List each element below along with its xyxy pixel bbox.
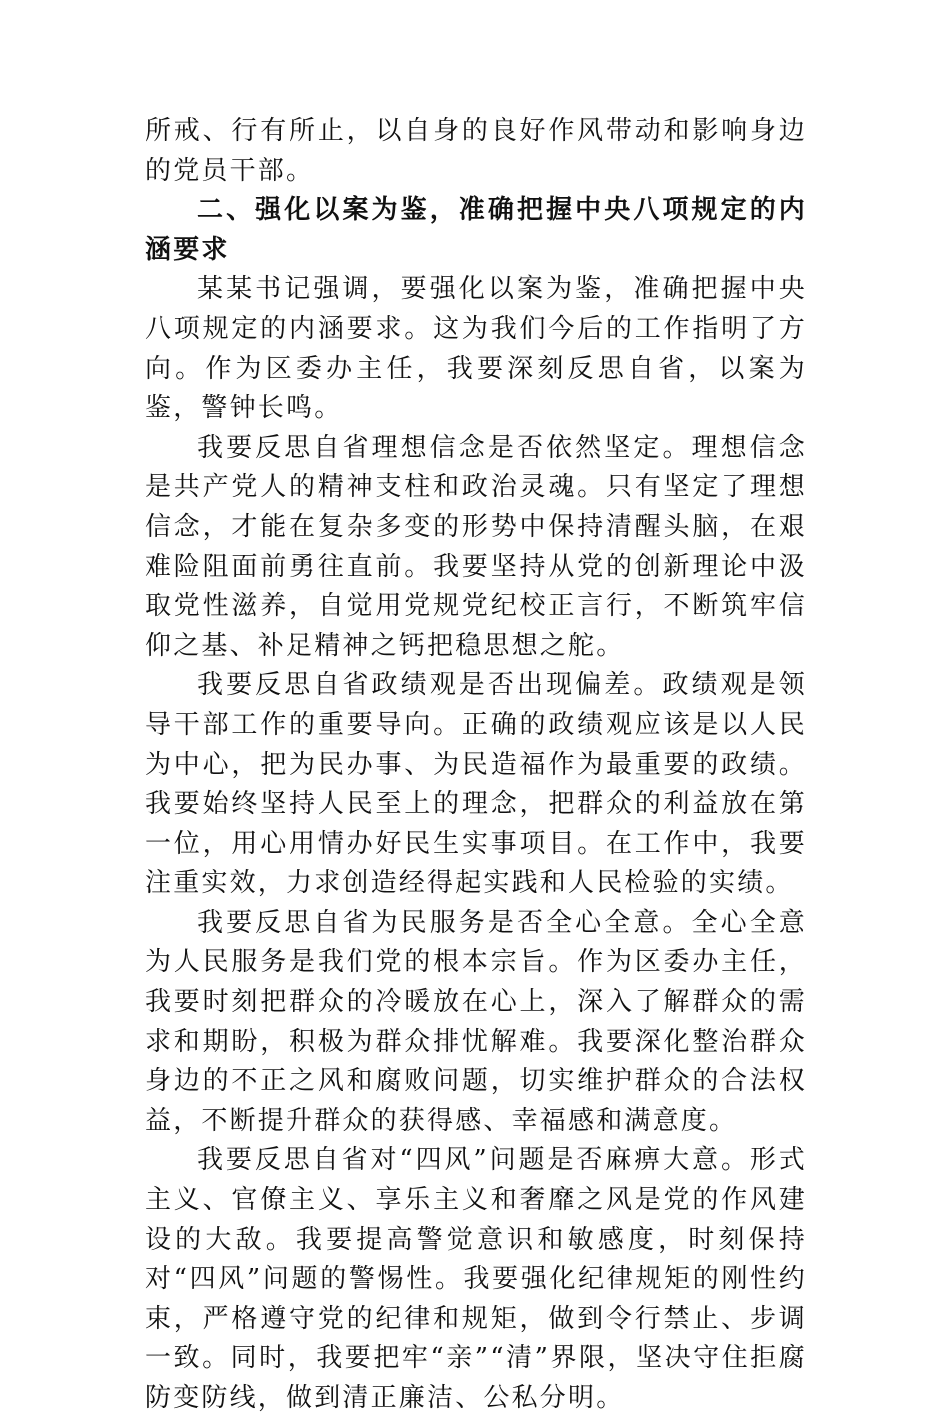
paragraph-serving-people: 我要反思自省为民服务是否全心全意。全心全意为人民服务是我们党的根本宗旨。作为区委办主任，我要时刻把群众的冷暖放在心上，深入了解群众的需求和期盼，积极为群众排忧解难。我要深化整治群众身边的不正之风和腐败问题，切实维护群众的合法权益，不断提升群众的获得感、幸福感和满意度。 xyxy=(145,907,807,1136)
paragraph-performance-view: 我要反思自省政绩观是否出现偏差。政绩观是领导干部工作的重要导向。正确的政绩观应该是以人民为中心，把为民办事、为民造福作为最重要的政绩。我要始终坚持人民至上的理念，把群众的利益放在第一位，用心用情办好民生实事项目。在工作中，我要注重实效，力求创造经得起实践和人民检验的实绩。 xyxy=(145,670,807,899)
paragraph-intro: 某某书记强调，要强化以案为鉴，准确把握中央八项规定的内涵要求。这为我们今后的工作指明了方向。作为区委办主任，我要深刻反思自省，以案为鉴，警钟长鸣。 xyxy=(145,274,807,424)
paragraph-four-winds: 我要反思自省对“四风”问题是否麻痹大意。形式主义、官僚主义、享乐主义和奢靡之风是党的作风建设的大敌。我要提高警觉意识和敏感度，时刻保持对“四风”问题的警惕性。我要强化纪律规矩的刚性约束，严格遵守党的纪律和规矩，做到令行禁止、步调一致。同时，我要把牢“亲”“清”界限，坚决守住拒腐防变防线，做到清正廉洁、公私分明。 xyxy=(145,1145,807,1413)
paragraph-continuation: 所戒、行有所止，以自身的良好作风带动和影响身边的党员干部。 xyxy=(145,116,807,186)
section-heading: 二、强化以案为鉴，准确把握中央八项规定的内涵要求 xyxy=(145,195,807,265)
paragraph-ideals: 我要反思自省理想信念是否依然坚定。理想信念是共产党人的精神支柱和政治灵魂。只有坚定了理想信念，才能在复杂多变的形势中保持清醒头脑，在艰难险阻面前勇往直前。我要坚持从党的创新理论中汲取党性滋养，自觉用党规党纪校正言行，不断筑牢信仰之基、补足精神之钙把稳思想之舵。 xyxy=(145,432,807,661)
document-page xyxy=(145,112,807,1419)
